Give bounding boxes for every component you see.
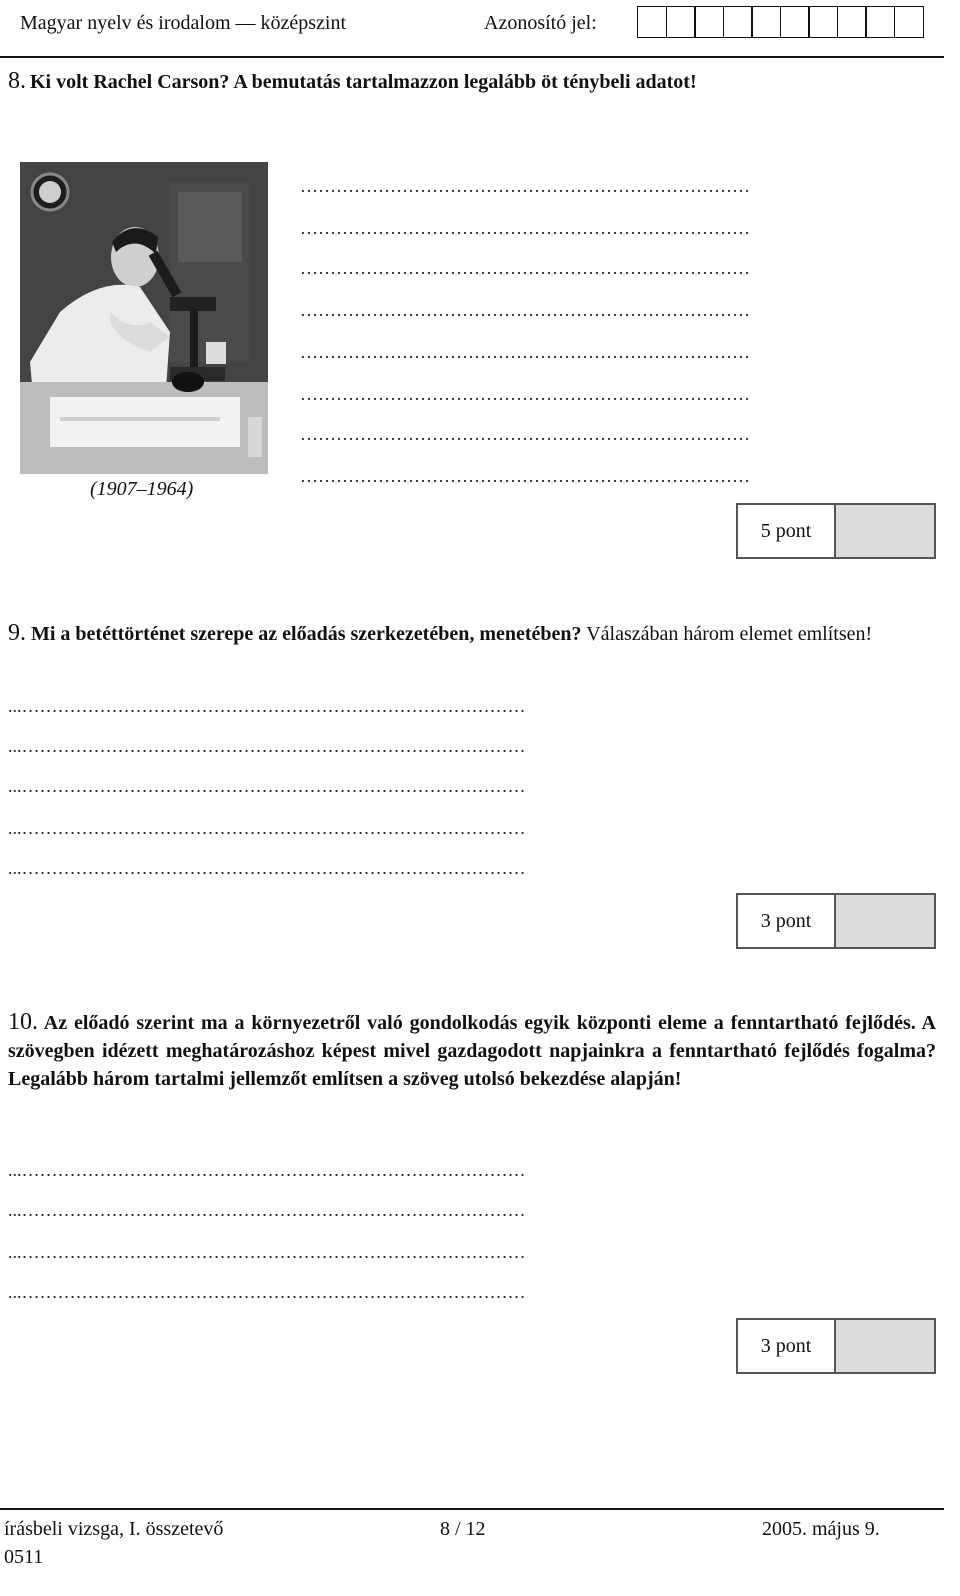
id-box[interactable] <box>894 6 924 38</box>
score-label: 5 pont <box>738 505 836 557</box>
question-9 <box>8 618 943 649</box>
question-10 <box>8 1008 936 1093</box>
header-id-label: Azonosító jel: <box>484 12 597 34</box>
answer-line[interactable]: ...………………………………………………………………………… <box>8 1200 526 1220</box>
score-field[interactable] <box>836 1320 934 1372</box>
score-box-q10 <box>736 1318 936 1374</box>
answer-line[interactable]: ...………………………………………………………………………… <box>8 776 526 796</box>
answer-line[interactable]: ………………………………………………………………… <box>300 342 750 362</box>
id-box[interactable] <box>666 6 696 38</box>
id-box[interactable] <box>637 6 667 38</box>
question-10-text: Az előadó szerint ma a környezetről való gondolkodás egyik központi eleme a fenntartható fejlődés. A szövegben idézett meghatározáshoz képest mivel gazdagodott napjainkra a fenntartható fejlődés fogalma? Legalább három tartalmi jellemzőt említsen a szöveg utolsó bekezdése alapján! <box>8 1012 936 1090</box>
question-8-text: Ki volt Rachel Carson? A bemutatás tartalmazzon legalább öt ténybeli adatot! <box>30 71 697 93</box>
footer-date: 2005. május 9. <box>762 1518 880 1540</box>
score-box-q9 <box>736 893 936 949</box>
footer-page-number: 8 / 12 <box>440 1518 486 1540</box>
answer-line[interactable]: ...………………………………………………………………………… <box>8 818 526 838</box>
question-9-instruction: Válaszában három elemet említsen! <box>586 623 873 645</box>
answer-line[interactable]: ...………………………………………………………………………… <box>8 1160 526 1180</box>
id-boxes <box>637 6 922 38</box>
answer-line[interactable]: ...………………………………………………………………………… <box>8 1282 526 1302</box>
answer-line[interactable]: ………………………………………………………………… <box>300 300 750 320</box>
answer-line[interactable]: ………………………………………………………………… <box>300 384 750 404</box>
answer-line[interactable]: ...………………………………………………………………………… <box>8 858 526 878</box>
rachel-carson-photo <box>20 162 268 474</box>
id-box[interactable] <box>723 6 753 38</box>
footer-code: 0511 <box>4 1546 44 1568</box>
question-10-number: 10. <box>8 1009 38 1035</box>
question-8-number: 8. <box>8 68 26 94</box>
id-box[interactable] <box>694 6 724 38</box>
score-field[interactable] <box>836 505 934 557</box>
footer-exam-name: írásbeli vizsga, I. összetevő <box>4 1518 224 1540</box>
answer-line[interactable]: ………………………………………………………………… <box>300 424 750 444</box>
id-box[interactable] <box>837 6 867 38</box>
id-box[interactable] <box>865 6 895 38</box>
score-box-q8 <box>736 503 936 559</box>
answer-line[interactable]: ………………………………………………………………… <box>300 176 750 196</box>
id-box[interactable] <box>808 6 838 38</box>
score-field[interactable] <box>836 895 934 947</box>
answer-line[interactable]: ...………………………………………………………………………… <box>8 736 526 756</box>
answer-line[interactable]: ………………………………………………………………… <box>300 466 750 486</box>
question-9-text: Mi a betéttörténet szerepe az előadás szerkezetében, menetében? <box>31 623 582 645</box>
header-subject: Magyar nyelv és irodalom — középszint <box>20 12 347 34</box>
score-label: 3 pont <box>738 895 836 947</box>
id-box[interactable] <box>751 6 781 38</box>
header-rule <box>0 56 944 58</box>
answer-line[interactable]: ………………………………………………………………… <box>300 258 750 278</box>
photo-caption: (1907–1964) <box>90 478 194 500</box>
answer-line[interactable]: ...………………………………………………………………………… <box>8 696 526 716</box>
answer-line[interactable]: ………………………………………………………………… <box>300 218 750 238</box>
id-box[interactable] <box>780 6 810 38</box>
question-8 <box>8 68 697 95</box>
answer-line[interactable]: ...………………………………………………………………………… <box>8 1242 526 1262</box>
score-label: 3 pont <box>738 1320 836 1372</box>
footer-rule <box>0 1508 944 1510</box>
question-9-number: 9. <box>8 620 26 646</box>
